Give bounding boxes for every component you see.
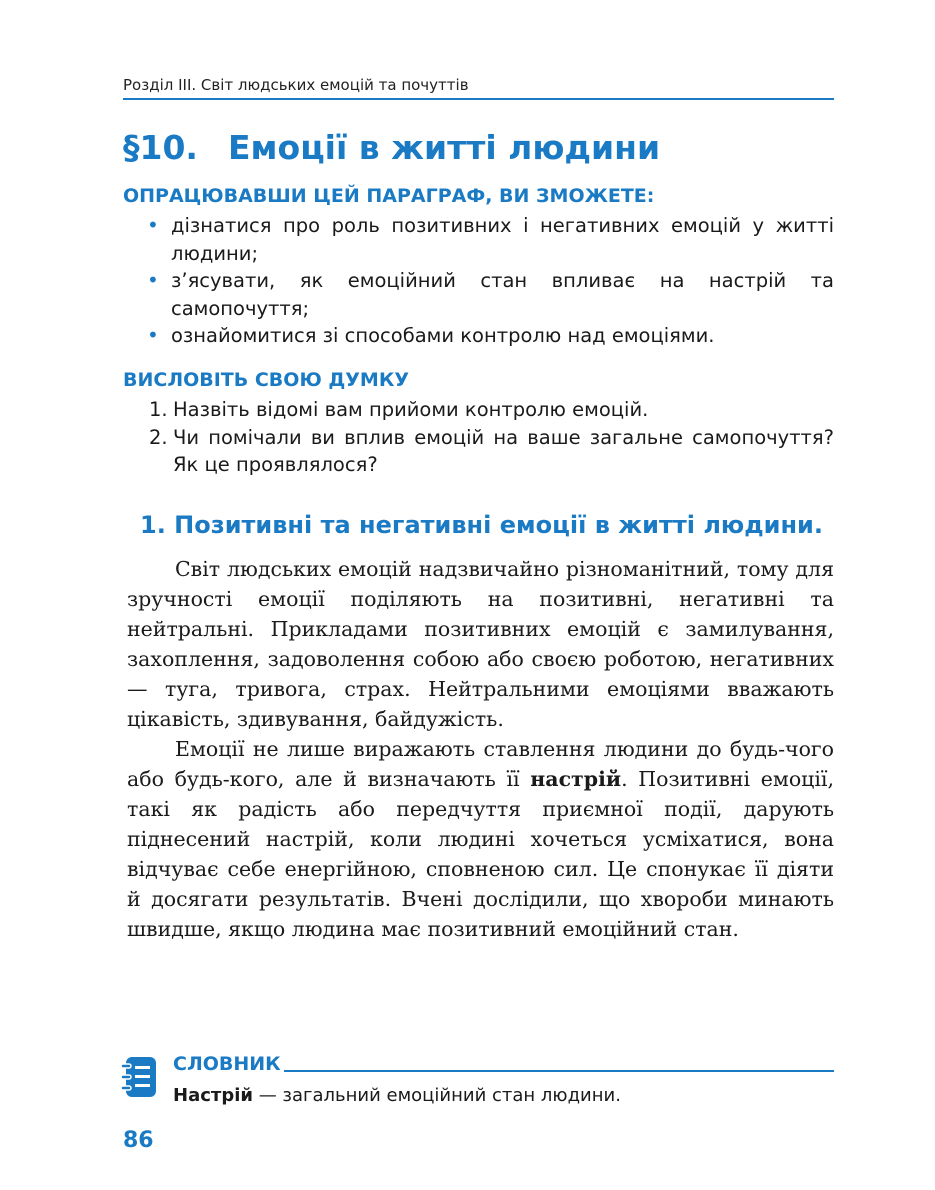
paragraph: Емоції не лише виражають ставлення людини до будь-чого або будь-кого, але й визначають її настрій. Позитивні емоції, такі як радість або передчуття приємної події, дарують піднесений настрій, коли людині хочеться усміхатися, вона відчуває себе енергійною, сповненою сил. Це спонукає її діяти й досягати результатів. Вчені дослідили, що хвороби минають швидше, якщо людина має позитивний емоційний стан.: [127, 737, 834, 941]
running-header: Розділ ІІІ. Світ людських емоцій та почуттів: [123, 76, 469, 94]
list-item: • ознайомитися зі способами контролю над емоціями.: [123, 322, 834, 350]
section-heading: 1. Позитивні та негативні емоції в житті людини.: [140, 511, 823, 539]
list-item: • дізнатися про роль позитивних і негативних емоцій у житті людини;: [147, 213, 834, 265]
body-text: [127, 554, 834, 944]
bullet-icon: •: [147, 213, 159, 237]
list-item: 2. Чи помічали ви вплив емоцій на ваше загальне самопочуття? Як це проявлялося?: [149, 425, 834, 476]
glossary-rule: [284, 1070, 834, 1072]
glossary-title: СЛОВНИК: [173, 1053, 281, 1075]
paragraph-number: §10.: [123, 128, 198, 167]
discussion-heading: ВИСЛОВІТЬ СВОЮ ДУМКУ: [123, 369, 410, 391]
glossary-definition: — загальний емоційний стан людини.: [252, 1085, 621, 1106]
glossary-entry: [173, 1085, 621, 1106]
notebook-icon: [118, 1055, 160, 1099]
title-text: Емоції в житті людини: [228, 128, 661, 167]
objectives-list: [123, 212, 834, 350]
bullet-icon: •: [147, 323, 159, 347]
objectives-heading: ОПРАЦЮВАВШИ ЦЕЙ ПАРАГРАФ, ВИ ЗМОЖЕТЕ:: [123, 185, 655, 207]
paragraph: Світ людських емоцій надзвичайно різноманітний, тому для зручності емоції поділяють на позитивні, негативні та нейтральні. Прикладами позитивних емоцій є замилування, захоплення, задоволення собою або своєю роботою, негативних — туга, тривога, страх. Нейтральними емоціями вважають цікавість, здивування, байдужість.: [127, 557, 834, 731]
header-rule: [123, 98, 834, 100]
list-item: 1. Назвіть відомі вам прийоми контролю емоцій.: [149, 398, 649, 421]
page-number: 86: [123, 1128, 154, 1153]
bullet-icon: •: [147, 268, 159, 292]
glossary-term: Настрій: [173, 1085, 253, 1106]
discussion-list: [123, 396, 834, 479]
page-title: [123, 128, 660, 167]
list-item: • з’ясувати, як емоційний стан впливає на настрій та самопочуття;: [147, 268, 834, 320]
key-term: настрій: [530, 767, 622, 791]
